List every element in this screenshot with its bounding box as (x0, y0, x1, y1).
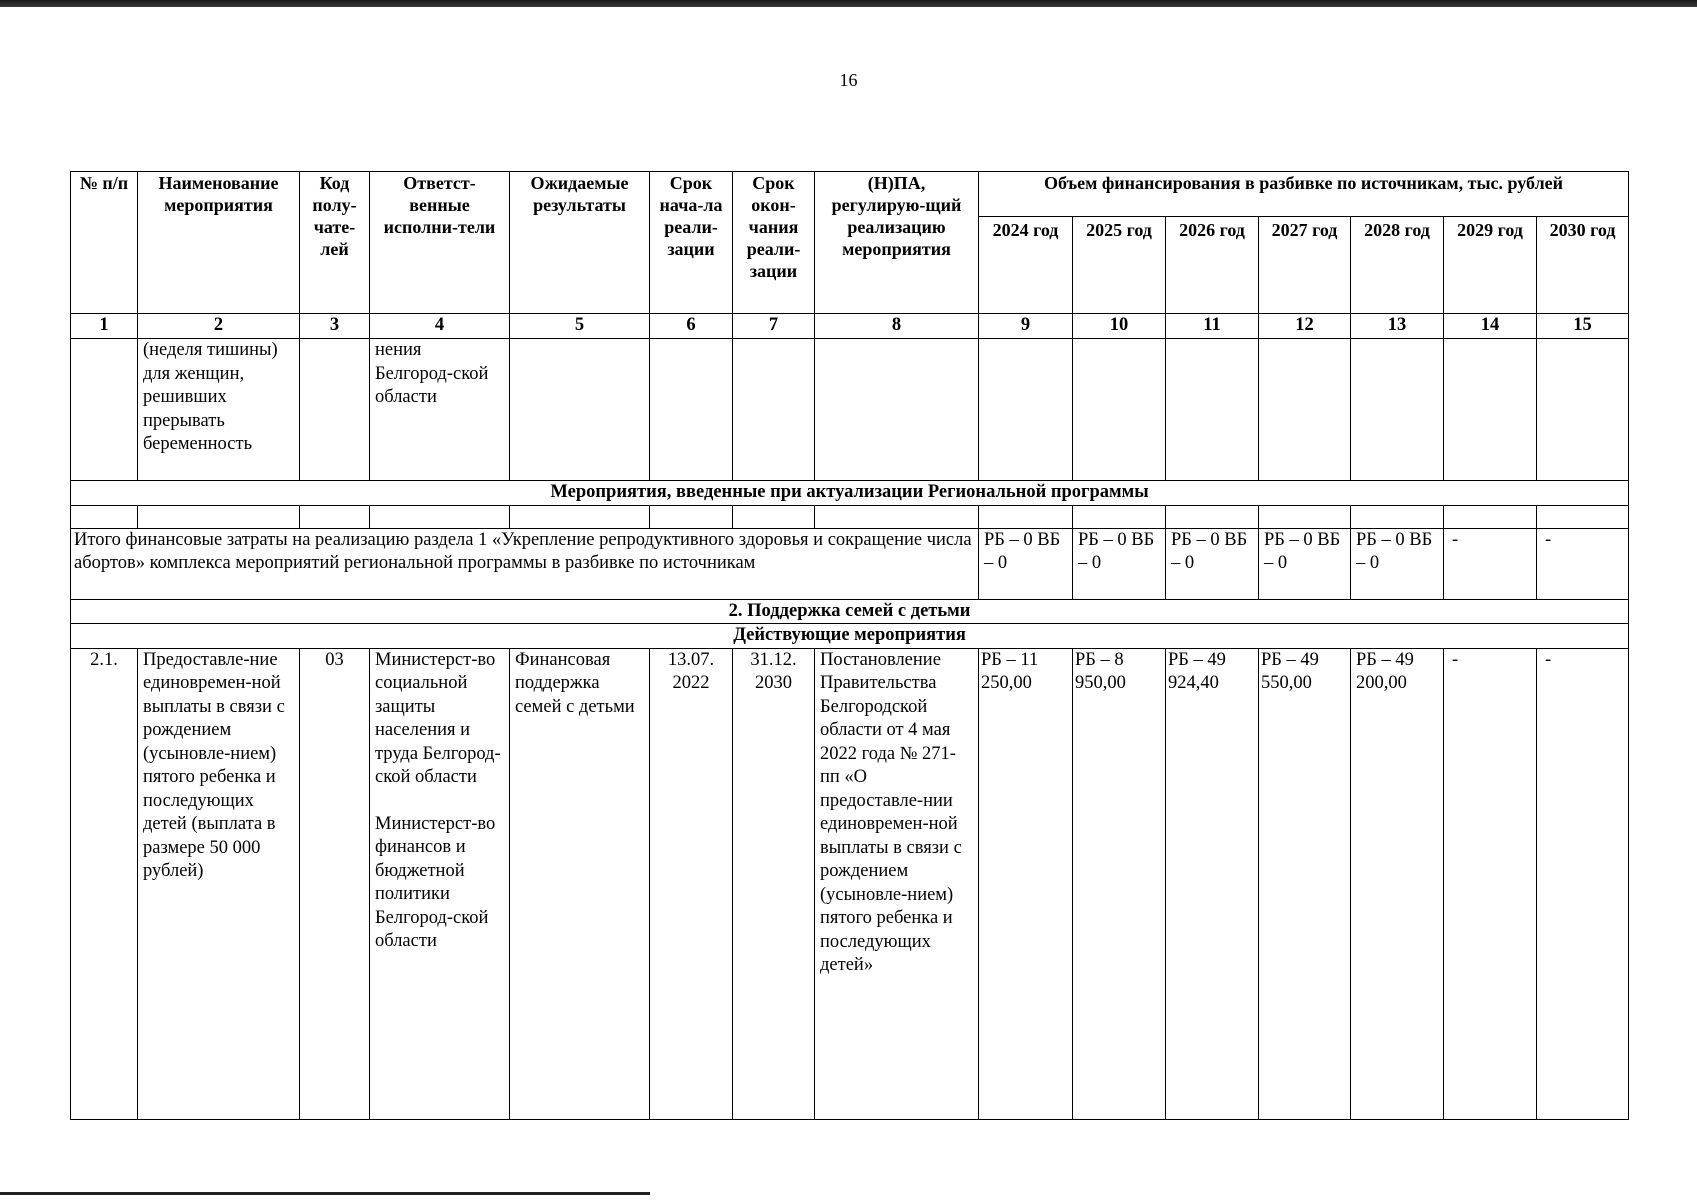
header-start: Срок нача-ла реали-зации (650, 172, 733, 314)
funding-value: РБ – 49 924,40 (1166, 648, 1259, 1119)
header-year: 2029 год (1444, 217, 1537, 314)
section-header-row (71, 624, 1629, 649)
column-number: 12 (1259, 314, 1351, 339)
header-name: Наименование мероприятия (138, 172, 300, 314)
section-current-title: Действующие мероприятия (71, 624, 1629, 649)
total-value: РБ – 0 ВБ – 0 (1351, 528, 1444, 599)
scan-edge-top (0, 0, 1697, 7)
total-value: РБ – 0 ВБ – 0 (1259, 528, 1351, 599)
table-row (71, 648, 1629, 1119)
column-number: 8 (815, 314, 979, 339)
total-value: РБ – 0 ВБ – 0 (979, 528, 1073, 599)
total-value: - (1537, 528, 1629, 599)
column-number: 13 (1351, 314, 1444, 339)
column-number: 2 (138, 314, 300, 339)
activities-table (70, 171, 1629, 1120)
header-code: Код полу-чате-лей (300, 172, 370, 314)
header-row-1 (71, 172, 1629, 217)
header-year: 2030 год (1537, 217, 1629, 314)
funding-value: - (1537, 648, 1629, 1119)
header-num: № п/п (71, 172, 138, 314)
npa-text: Постановление Правительства Белгородской области от 4 мая 2022 года № 271-пп «О предоставле-нии единовремен-ной выплаты в связи с рождением (усыновле-нием) пятого ребенка и последующих детей» (815, 648, 979, 1119)
table-row-continued (71, 339, 1629, 481)
expected-result: Финансовая поддержка семей с детьми (510, 648, 650, 1119)
column-number: 15 (1537, 314, 1629, 339)
header-year: 2027 год (1259, 217, 1351, 314)
total-value: - (1444, 528, 1537, 599)
end-date: 31.12. 2030 (733, 648, 815, 1119)
executor: Министерст-во финансов и бюджетной политики Белгород-ской области (375, 813, 496, 951)
column-number: 7 (733, 314, 815, 339)
column-number-row (71, 314, 1629, 339)
column-number: 5 (510, 314, 650, 339)
column-number: 1 (71, 314, 138, 339)
header-funding: Объем финансирования в разбивке по источникам, тыс. рублей (979, 172, 1629, 217)
column-number: 10 (1073, 314, 1166, 339)
table-row-empty (71, 505, 1629, 528)
header-year: 2024 год (979, 217, 1073, 314)
header-year: 2028 год (1351, 217, 1444, 314)
row-number: 2.1. (71, 648, 138, 1119)
executors-cell (370, 648, 510, 1119)
start-date: 13.07. 2022 (650, 648, 733, 1119)
column-number: 9 (979, 314, 1073, 339)
total-row (71, 528, 1629, 599)
section-2-title: 2. Поддержка семей с детьми (71, 599, 1629, 624)
funding-value: РБ – 49 200,00 (1351, 648, 1444, 1119)
column-number: 11 (1166, 314, 1259, 339)
header-results: Ожидаемые результаты (510, 172, 650, 314)
page-number: 16 (839, 70, 858, 90)
total-value: РБ – 0 ВБ – 0 (1073, 528, 1166, 599)
total-value: РБ – 0 ВБ – 0 (1166, 528, 1259, 599)
section-header-row (71, 481, 1629, 506)
executor: Министерст-во социальной защиты населения и труда Белгород-ской области (375, 649, 501, 787)
header-end: Срок окон-чания реали-зации (733, 172, 815, 314)
funding-value: РБ – 11 250,00 (979, 648, 1073, 1119)
section-added-title: Мероприятия, введенные при актуализации Региональной программы (71, 481, 1629, 506)
column-number: 14 (1444, 314, 1537, 339)
recipient-code: 03 (300, 648, 370, 1119)
funding-value: РБ – 49 550,00 (1259, 648, 1351, 1119)
header-year: 2025 год (1073, 217, 1166, 314)
activity-name: Предоставле-ние единовремен-ной выплаты в связи с рождением (усыновле-нием) пятого ребенка и последующих детей (выплата в размере 50 000 рублей) (138, 648, 300, 1119)
activity-name: (неделя тишины) для женщин, решивших прерывать беременность (138, 339, 300, 481)
column-number: 3 (300, 314, 370, 339)
scan-edge-bottom (0, 1192, 650, 1195)
total-label: Итого финансовые затраты на реализацию раздела 1 «Укрепление репродуктивного здоровья и сокращение числа абортов» комплекса мероприятий региональной программы в разбивке по источникам (71, 528, 979, 599)
section-header-row (71, 599, 1629, 624)
column-number: 4 (370, 314, 510, 339)
header-npa: (Н)ПА, регулирую-щий реализацию мероприятия (815, 172, 979, 314)
funding-value: - (1444, 648, 1537, 1119)
executor: нения Белгород-ской области (370, 339, 510, 481)
header-executors: Ответст-венные исполни-тели (370, 172, 510, 314)
header-year: 2026 год (1166, 217, 1259, 314)
funding-value: РБ – 8 950,00 (1073, 648, 1166, 1119)
column-number: 6 (650, 314, 733, 339)
